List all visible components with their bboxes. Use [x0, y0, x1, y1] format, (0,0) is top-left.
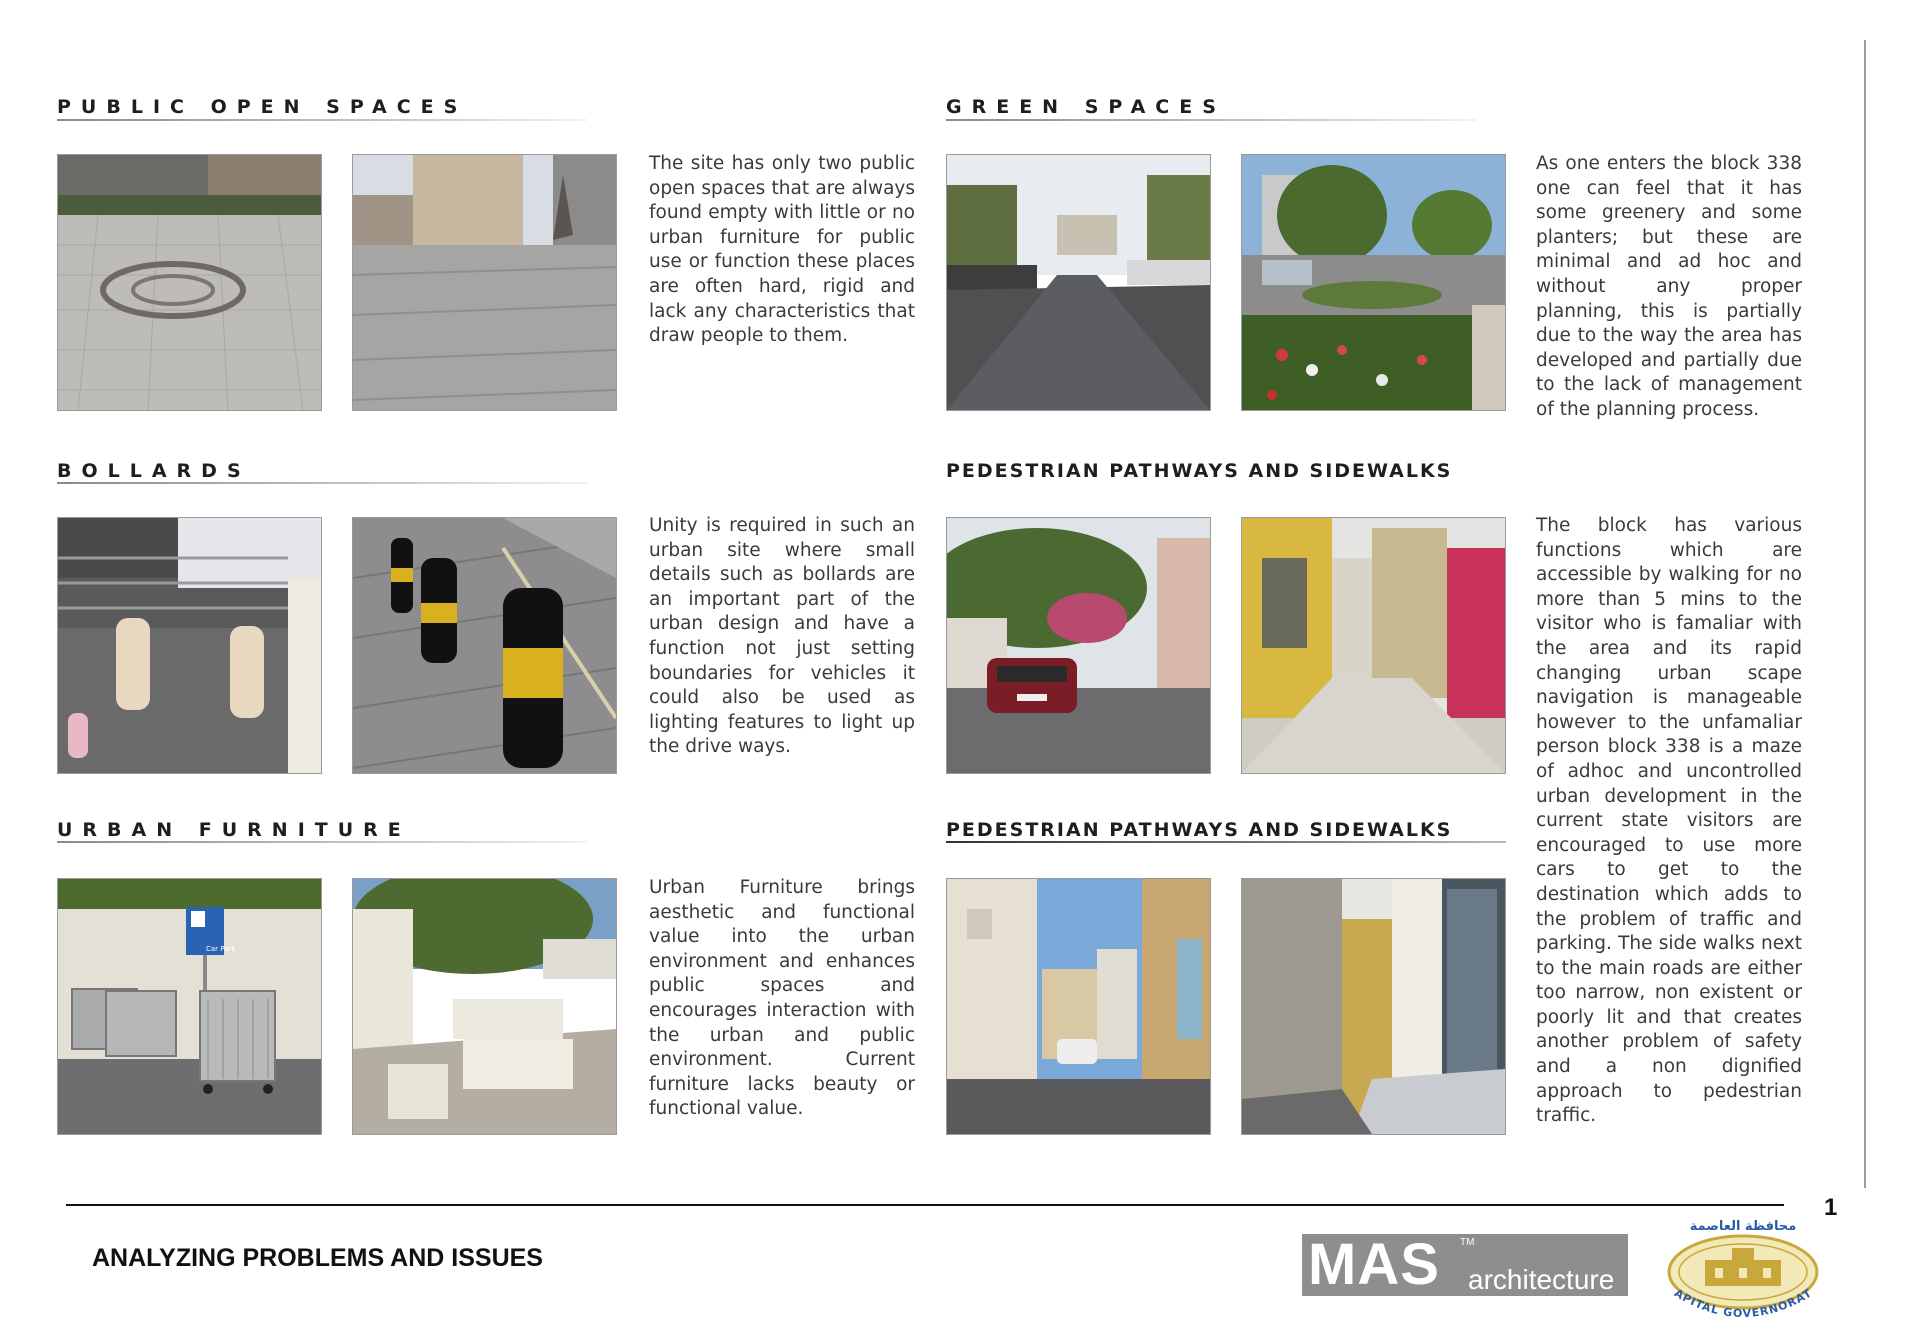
mas-logo-subtitle: architecture [1468, 1264, 1615, 1295]
photo-alley-buildings [946, 878, 1211, 1135]
photo-stone-bollards [57, 517, 322, 774]
photo-public-space-sculpture [352, 154, 617, 411]
gov-logo-english: APITAL GOVERNORAT [1671, 1286, 1815, 1321]
photo-public-space-mosaic [57, 154, 322, 411]
photo-lane-parked-car [946, 517, 1211, 774]
section-title-pedestrian-pathways-2: PEDESTRIAN PATHWAYS AND SIDEWALKS [946, 819, 1453, 841]
photo-waste-containers [57, 878, 322, 1135]
green-spaces-description: As one enters the block 338 one can feel that it has some greenery and some planters; but these are minimal and ad hoc and without any proper planning, this is partially due to the way the area has developed and partially due to the lack of management of the planning process. [1536, 153, 1802, 420]
section-underline [57, 841, 587, 843]
section-title-pedestrian-pathways: PEDESTRIAN PATHWAYS AND SIDEWALKS [946, 460, 1453, 482]
pedestrian-pathways-description: The block has various functions which are accessible by walking for no more than 5 mins to the visitor who is famaliar with the area and its rapid changing urban scape navigation is manageable however to the unfamaliar person block 338 is a maze of adhoc and uncontrolled urban development in the current state visitors are encouraged to use more cars to get to the destination which adds to the problem of traffic and parking. The side walks next to the main roads are either too narrow, non existent or poorly lit and that creates another problem of safety and a non dignified approach to pedestrian traffic. [1536, 515, 1802, 1127]
mas-logo-trademark: TM [1460, 1237, 1475, 1248]
section-title-green-spaces: GREEN SPACES [946, 96, 1226, 118]
section-title-bollards: BOLLARDS [57, 460, 251, 482]
page-right-border [1864, 40, 1866, 1188]
photo-stone-benches [352, 878, 617, 1135]
section-underline [57, 482, 587, 484]
parking-sign-text: Car Park [206, 945, 236, 953]
section-title-urban-furniture: URBAN FURNITURE [57, 819, 411, 841]
gov-logo-arabic: محافظة العاصمة [1689, 1219, 1797, 1234]
section-underline [946, 119, 1476, 121]
section-underline [57, 119, 587, 121]
public-open-spaces-description: The site has only two public open spaces that are always found empty with little or no urban furniture for public use or function these places are often hard, rigid and lack any characteristics that draw people to them. [649, 153, 915, 347]
photo-sidewalk-yellow-building [1241, 517, 1506, 774]
photo-black-yellow-bollards [352, 517, 617, 774]
page-number: 1 [1824, 1194, 1838, 1221]
footer-divider [66, 1204, 1784, 1206]
mas-logo-wordmark: MAS [1308, 1232, 1440, 1297]
capital-governorate-logo [1660, 1212, 1826, 1330]
photo-palm-street [946, 154, 1211, 411]
urban-furniture-description: Urban Furniture brings aesthetic and functional value into the urban environment and enhances public spaces and encourages interaction with the urban and public environment. Current furniture lacks beauty or functional value. [649, 877, 915, 1120]
photo-roundabout-planters [1241, 154, 1506, 411]
photo-narrow-passage [1241, 878, 1506, 1135]
section-title-public-open-spaces: PUBLIC OPEN SPACES [57, 96, 468, 118]
section-underline [946, 841, 1506, 843]
footer-title: ANALYZING PROBLEMS AND ISSUES [92, 1244, 543, 1272]
bollards-description: Unity is required in such an urban site where small details such as bollards are an important part of the urban design and have a function not just setting boundaries for vehicles it could also be used as lighting features to light up the drive ways. [649, 515, 915, 758]
mas-architecture-logo [1302, 1234, 1628, 1296]
